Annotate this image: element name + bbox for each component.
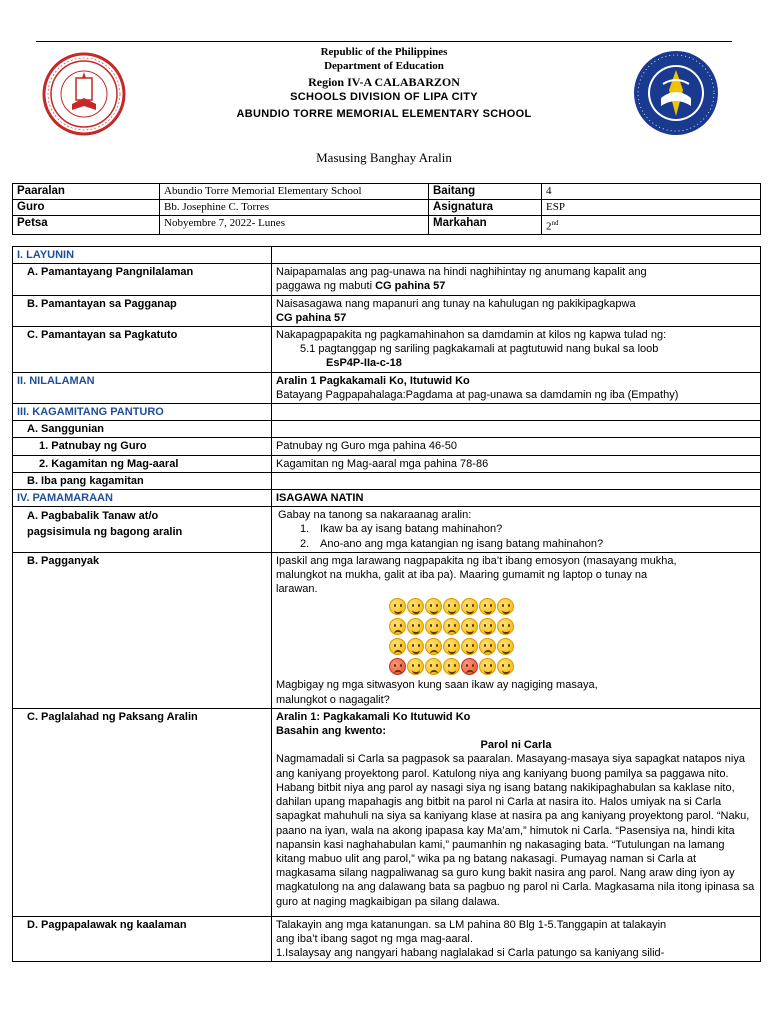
text-line: Ipaskil ang mga larawang nagpapakita ng iba’t ibang emosyon (masayang mukha, bbox=[276, 554, 677, 567]
patnubay-guro-value: Patnubay ng Guro mga pahina 46-50 bbox=[272, 438, 761, 455]
sad-face-icon bbox=[389, 618, 406, 635]
pamantayan-pagkatuto-label: C. Pamantayan sa Pagkatuto bbox=[13, 327, 272, 373]
empty-cell bbox=[272, 247, 761, 264]
happy-face-icon bbox=[479, 618, 496, 635]
text-line: Gabay na tanong sa nakaraanag aralin: bbox=[278, 509, 472, 522]
sad-face-icon bbox=[443, 618, 460, 635]
table-row bbox=[13, 247, 761, 264]
petsa-label: Petsa bbox=[13, 216, 160, 235]
happy-face-icon bbox=[461, 598, 478, 615]
table-row bbox=[13, 200, 761, 216]
pagpapalawak-label: D. Pagpapalawak ng kaalaman bbox=[13, 916, 272, 962]
document-title: Masusing Banghay Aralin bbox=[316, 150, 452, 165]
happy-face-icon bbox=[407, 598, 424, 615]
emoji-row bbox=[389, 638, 756, 656]
text-line: Aralin 1 Pagkakamali Ko, Itutuwid Ko bbox=[276, 374, 470, 387]
table-row bbox=[13, 472, 761, 489]
pagganyak-label: B. Pagganyak bbox=[13, 552, 272, 708]
happy-face-icon bbox=[425, 598, 442, 615]
pagbabalik-tanaw-text bbox=[272, 507, 761, 553]
text-line: 1.Isalaysay ang nangyari habang naglalakad si Carla patungo sa kaniyang silid- bbox=[276, 947, 665, 960]
list-number: 1. bbox=[300, 523, 310, 536]
markahan-cell bbox=[542, 216, 761, 235]
info-table bbox=[12, 183, 761, 235]
happy-face-icon bbox=[407, 658, 424, 675]
happy-face-icon bbox=[497, 638, 514, 655]
emoji-row bbox=[389, 618, 756, 636]
nilalaman-text bbox=[272, 372, 761, 403]
text-part: paggawa ng mabuti bbox=[276, 280, 373, 293]
guro-value: Bb. Josephine C. Torres bbox=[160, 200, 429, 216]
list-item bbox=[276, 522, 756, 536]
text-line: Nakapagpapakita ng pagkamahinahon sa damdamin at kilos ng kapwa tulad ng: bbox=[276, 329, 667, 342]
pamantayang-pangnilalaman-text bbox=[272, 264, 761, 295]
empty-cell bbox=[272, 472, 761, 489]
markahan-label: Markahan bbox=[429, 216, 542, 235]
sad-face-icon bbox=[479, 638, 496, 655]
kagamitan-mag-aaral-value: Kagamitan ng Mag-aaral mga pahina 78-86 bbox=[272, 455, 761, 472]
list-text: Ano-ano ang mga katangian ng isang batang mahinahon? bbox=[320, 537, 604, 550]
table-row bbox=[13, 372, 761, 403]
petsa-value: Nobyembre 7, 2022- Lunes bbox=[160, 216, 429, 235]
table-row bbox=[13, 916, 761, 962]
text-line: pagsisimula ng bagong aralin bbox=[27, 526, 183, 539]
text-line: ang iba’t ibang sagot ng mga mag-aaral. bbox=[276, 932, 473, 945]
section-kagamitang-panturo: III. KAGAMITANG PANTURO bbox=[13, 404, 272, 421]
table-row bbox=[13, 507, 761, 553]
text-line: Magbigay ng mga sitwasyon kung saan ikaw ay nagiging masaya, bbox=[276, 679, 598, 692]
happy-face-icon bbox=[479, 658, 496, 675]
pamantayang-pangnilalaman-label: A. Pamantayang Pangnilalaman bbox=[13, 264, 272, 295]
cg-reference: CG pahina 57 bbox=[276, 311, 347, 324]
lesson-plan-table bbox=[12, 246, 761, 962]
baitang-label: Baitang bbox=[429, 184, 542, 200]
table-row bbox=[13, 421, 761, 438]
angry-face-icon bbox=[461, 658, 478, 675]
text-line: Talakayin ang mga katanungan. sa LM pahina 80 Blg 1-5.Tanggapin at talakayin bbox=[276, 918, 667, 931]
header-line-republic: Republic of the Philippines bbox=[320, 46, 448, 58]
text-line: Naipapamalas ang pag-unawa na hindi naghihintay ng anumang kapalit ang bbox=[276, 266, 647, 279]
section-nilalaman: II. NILALAMAN bbox=[13, 372, 272, 403]
text-line: malungkot na mukha, galit at iba pa). Maaring gumamit ng laptop o tunay na bbox=[276, 569, 648, 582]
text-line: A. Pagbabalik Tanaw at/o bbox=[27, 510, 159, 523]
markahan-value: 2 bbox=[546, 220, 552, 233]
paglalahad-label: C. Paglalahad ng Paksang Aralin bbox=[13, 708, 272, 916]
pamantayan-pagkatuto-text bbox=[272, 327, 761, 373]
text-line: Basahin ang kwento: bbox=[276, 725, 387, 738]
guro-label: Guro bbox=[13, 200, 160, 216]
table-row bbox=[13, 295, 761, 326]
happy-face-icon bbox=[497, 658, 514, 675]
header-line-region: Region IV-A CALABARZON bbox=[308, 75, 460, 89]
pamantayan-pagganap-text bbox=[272, 295, 761, 326]
letterhead bbox=[0, 45, 768, 123]
text-line: malungkot o nagagalit? bbox=[276, 693, 390, 706]
happy-face-icon bbox=[425, 618, 442, 635]
table-row bbox=[13, 490, 761, 507]
happy-face-icon bbox=[497, 618, 514, 635]
table-row bbox=[13, 404, 761, 421]
empty-cell bbox=[272, 404, 761, 421]
story-title: Parol ni Carla bbox=[480, 739, 552, 752]
table-row bbox=[13, 184, 761, 200]
text-line: larawan. bbox=[276, 583, 318, 596]
pagbabalik-tanaw-label bbox=[13, 507, 272, 553]
baitang-value: 4 bbox=[542, 184, 761, 200]
isagawa-natin-label: ISAGAWA NATIN bbox=[272, 490, 761, 507]
emoji-row bbox=[389, 658, 756, 676]
happy-face-icon bbox=[407, 638, 424, 655]
cg-reference: CG pahina 57 bbox=[375, 280, 446, 293]
happy-face-icon bbox=[443, 598, 460, 615]
text-line: 5.1 pagtanggap ng sariling pagkakamali at pagtutuwid nang bukal sa loob bbox=[300, 343, 659, 356]
asignatura-label: Asignatura bbox=[429, 200, 542, 216]
list-text: Ikaw ba ay isang batang mahinahon? bbox=[320, 523, 503, 536]
table-row bbox=[13, 455, 761, 472]
list-item bbox=[276, 537, 756, 551]
header-line-division: SCHOOLS DIVISION OF LIPA CITY bbox=[290, 91, 478, 103]
happy-face-icon bbox=[443, 638, 460, 655]
empty-cell bbox=[272, 421, 761, 438]
table-row bbox=[13, 327, 761, 373]
happy-face-icon bbox=[443, 658, 460, 675]
iba-pang-kagamitan-label: B. Iba pang kagamitan bbox=[13, 472, 272, 489]
happy-face-icon bbox=[461, 638, 478, 655]
top-rule bbox=[36, 41, 732, 42]
table-row bbox=[13, 264, 761, 295]
text-line: Batayang Pagpapahalaga:Pagdama at pag-unawa sa damdamin ng iba (Empathy) bbox=[276, 388, 679, 401]
table-row bbox=[13, 438, 761, 455]
section-pamamaraan: IV. PAMAMARAAN bbox=[13, 490, 272, 507]
paaralan-value: Abundio Torre Memorial Elementary School bbox=[160, 184, 429, 200]
emotions-image bbox=[389, 598, 756, 676]
happy-face-icon bbox=[407, 618, 424, 635]
table-row bbox=[13, 708, 761, 916]
text-line bbox=[276, 279, 756, 293]
angry-face-icon bbox=[389, 658, 406, 675]
header-line-school: ABUNDIO TORRE MEMORIAL ELEMENTARY SCHOOL bbox=[236, 108, 532, 120]
section-layunin: I. LAYUNIN bbox=[13, 247, 272, 264]
competency-code: EsP4P-IIa-c-18 bbox=[326, 357, 402, 370]
kagamitan-mag-aaral-label: 2. Kagamitan ng Mag-aaral bbox=[13, 455, 272, 472]
list-number: 2. bbox=[300, 537, 310, 550]
pagganyak-text bbox=[272, 552, 761, 708]
patnubay-guro-label: 1. Patnubay ng Guro bbox=[13, 438, 272, 455]
header-line-department: Department of Education bbox=[324, 60, 444, 72]
text-line: Naisasagawa nang mapanuri ang tunay na kahulugan ng pakikipagkapwa bbox=[276, 297, 636, 310]
sad-face-icon bbox=[425, 638, 442, 655]
table-row bbox=[13, 552, 761, 708]
paglalahad-text bbox=[272, 708, 761, 916]
sad-face-icon bbox=[425, 658, 442, 675]
asignatura-value: ESP bbox=[542, 200, 761, 216]
sad-face-icon bbox=[389, 638, 406, 655]
happy-face-icon bbox=[389, 598, 406, 615]
happy-face-icon bbox=[479, 598, 496, 615]
paaralan-label: Paaralan bbox=[13, 184, 160, 200]
emoji-row bbox=[389, 598, 756, 616]
table-row bbox=[13, 216, 761, 235]
sanggunian-label: A. Sanggunian bbox=[13, 421, 272, 438]
story-text: Nagmamadali si Carla sa pagpasok sa paaralan. Masayang-masaya siya sapagkat natapos niya ang kaniyang proyektong parol. Katulong niya ang kaniyang buong pamilya sa paggawa nito. Habang bitbit niya ang parol ay nasagi siya ng isang batang nakikipaghabulan sa kaklase nito, dahilan upang mapahagis ang bitbit na parol ni Carla at nasira ito. Halos umiyak na si Carla sapagkat mahuhuli na siya sa kaniyang klase at nasira pa ang kaniyang proyektong parol. “Naku, paano na iyan, wala na akong ipapasa kay Ma’am,” himutok ni Carla. “Pasensiya na, hindi kita napansin kasi naghahabulan kami,” paumanhin ng nakasaging bata. “Tutulungan na lamang kitang mabuo ulit ang parol,” wika pa ng batang nakasagi. Pumayag naman si Carla at magkasama silang nagpaliwanag sa guro kung bakit nasira ang parol. Nang araw ding iyon ay magkatulong na ang dalawang bata sa pagbuo ng parol ni Carla. Magkasama nila itong ipinasa sa guro at naging magkaibigan pa silang dalawa. bbox=[276, 753, 755, 908]
pagpapalawak-text bbox=[272, 916, 761, 962]
markahan-suffix: nd bbox=[551, 219, 559, 227]
text-line: Aralin 1: Pagkakamali Ko Itutuwid Ko bbox=[276, 710, 471, 723]
happy-face-icon bbox=[497, 598, 514, 615]
happy-face-icon bbox=[461, 618, 478, 635]
pamantayan-pagganap-label: B. Pamantayan sa Pagganap bbox=[13, 295, 272, 326]
